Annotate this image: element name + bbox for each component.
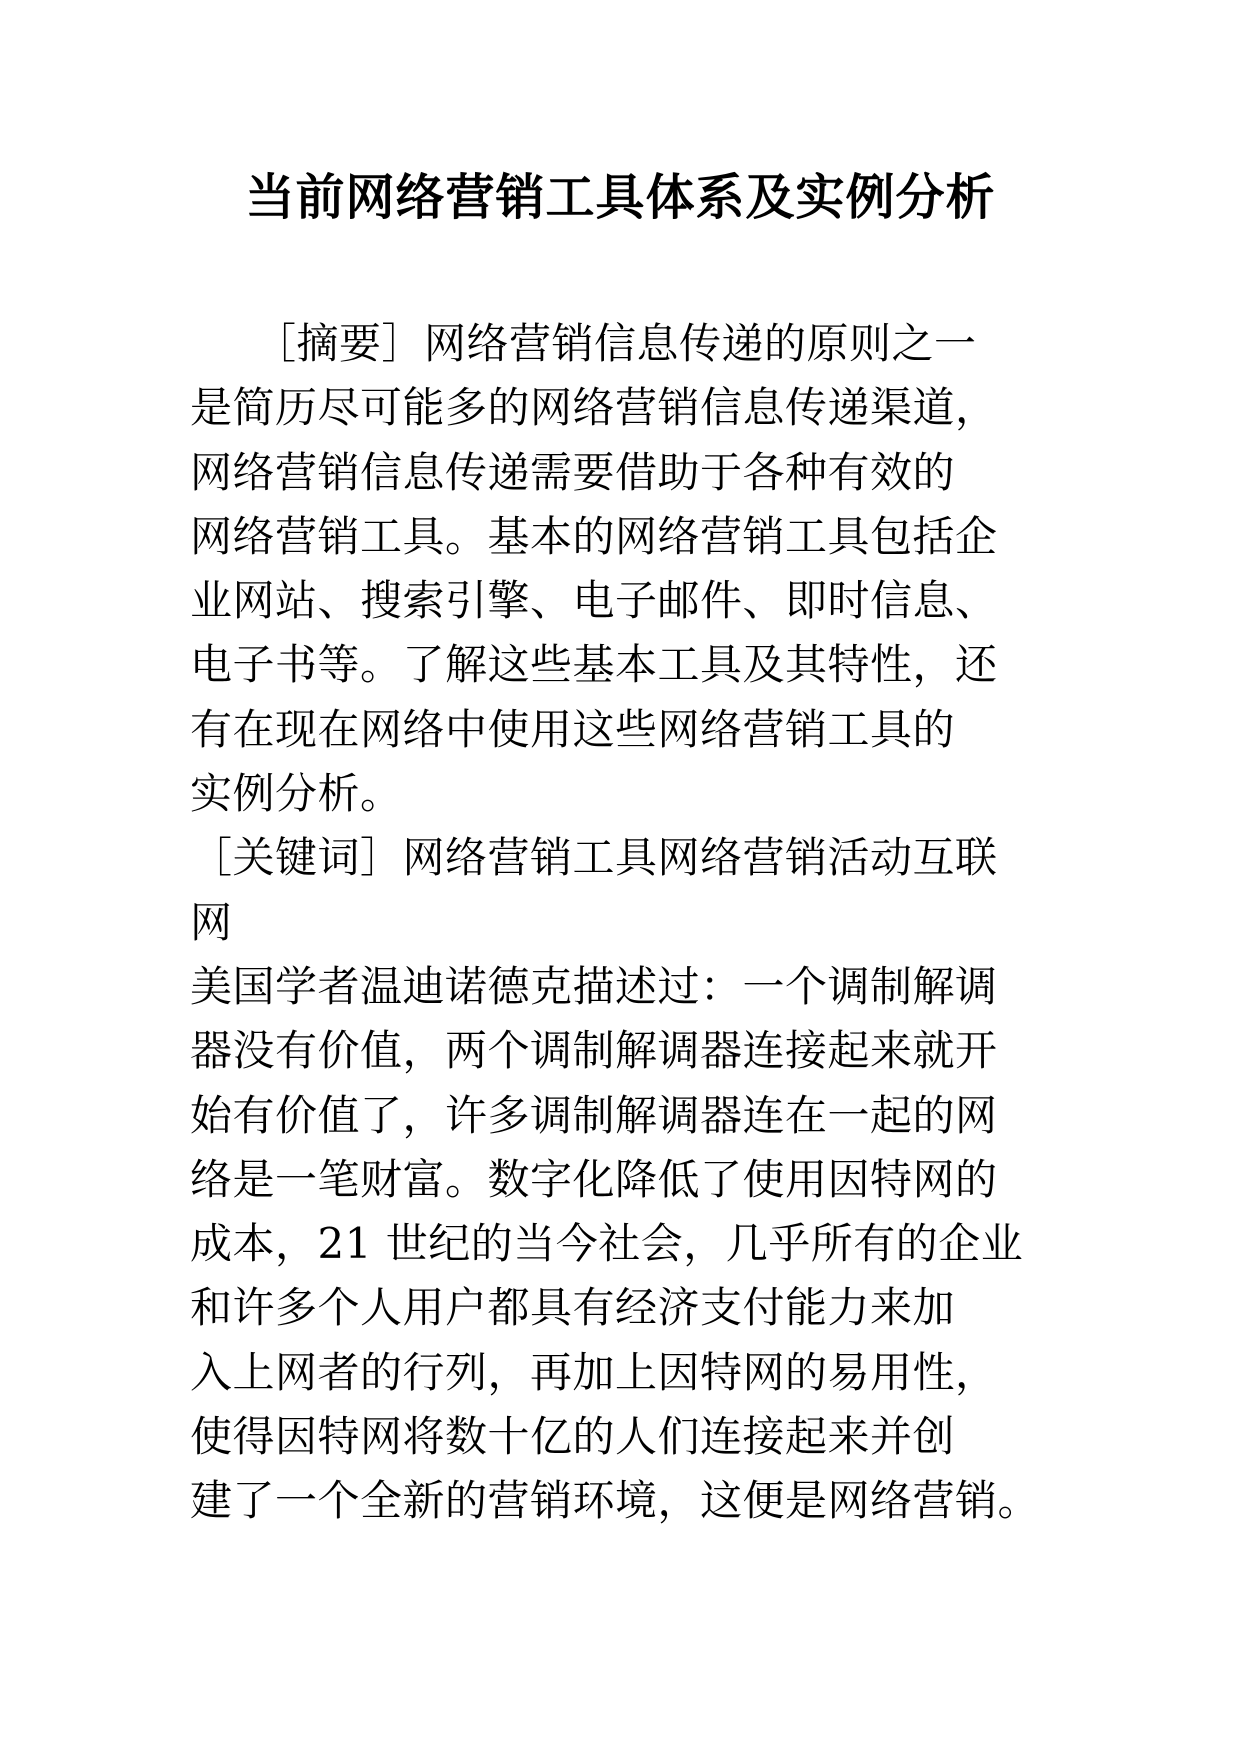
paragraph-line: 入上网者的行列，再加上因特网的易用性， (190, 1347, 998, 1397)
paragraph-line: 使得因特网将数十亿的人们连接起来并创 (190, 1412, 956, 1462)
abstract-line: 业网站、搜索引擎、电子邮件、即时信息、 (190, 576, 998, 626)
abstract-line: 网络营销信息传递需要借助于各种有效的 (190, 447, 956, 497)
abstract-line: 网络营销工具。基本的网络营销工具包括企 (190, 511, 998, 561)
keywords-line: 网 (190, 897, 233, 947)
document-title: 当前网络营销工具体系及实例分析 (245, 169, 996, 226)
abstract-line: 有在现在网络中使用这些网络营销工具的 (190, 704, 956, 754)
paragraph-line: 成本，21 世纪的当今社会，几乎所有的企业 (190, 1219, 1024, 1269)
paragraph-line: 始有价值了，许多调制解调器连在一起的网 (190, 1090, 998, 1140)
paragraph-line: 和许多个人用户都具有经济支付能力来加 (190, 1283, 956, 1333)
abstract-line: 电子书等。了解这些基本工具及其特性，还 (190, 640, 998, 690)
abstract-line: ［摘要］网络营销信息传递的原则之一 (190, 319, 977, 368)
paragraph-line: 美国学者温迪诺德克描述过：一个调制解调 (190, 961, 998, 1011)
keywords-line: ［关键词］网络营销工具网络营销活动互联 (190, 833, 998, 883)
abstract-line: 实例分析。 (190, 769, 403, 819)
paragraph-line: 络是一笔财富。数字化降低了使用因特网的 (190, 1154, 998, 1204)
document-body (190, 312, 1090, 1534)
paragraph-line: 建了一个全新的营销环境，这便是网络营销。 (190, 1476, 1041, 1526)
paragraph-line: 器没有价值，两个调制解调器连接起来就开 (190, 1026, 998, 1076)
abstract-line: 是简历尽可能多的网络营销信息传递渠道， (190, 383, 998, 433)
